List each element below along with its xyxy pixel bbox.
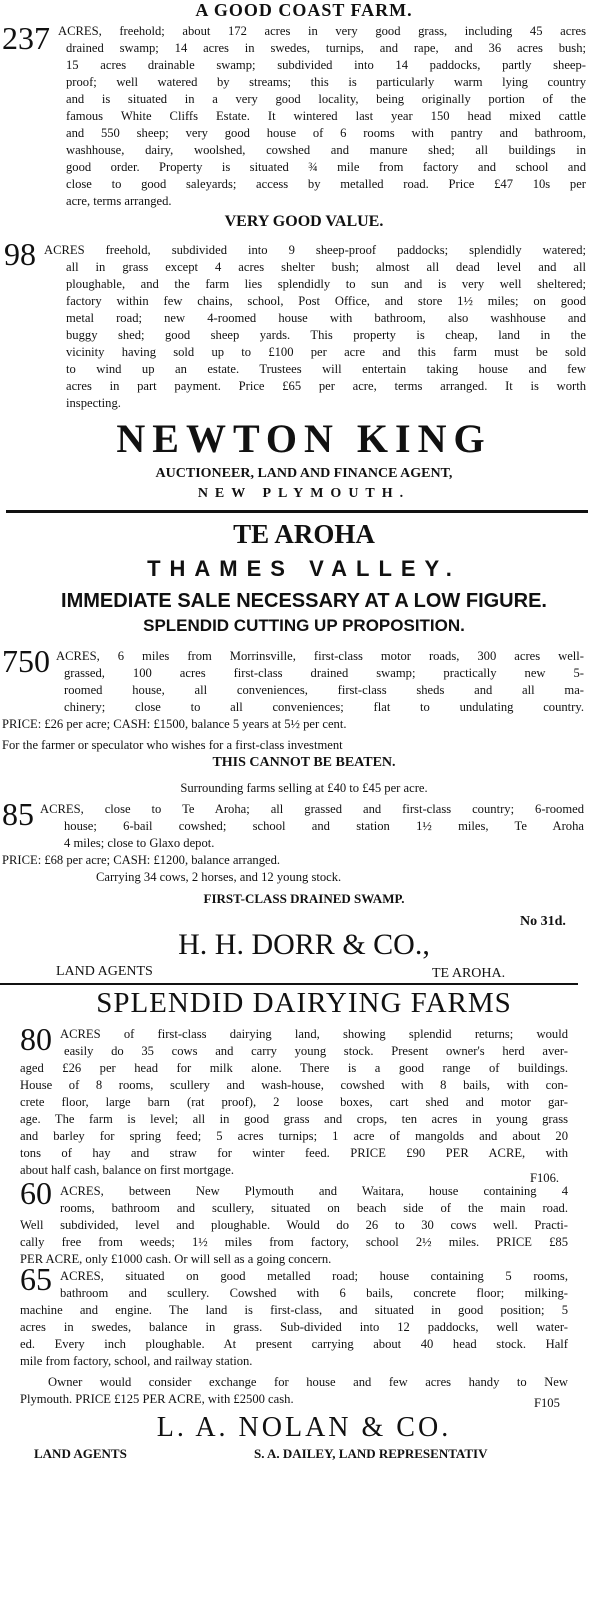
text-line: and 550 sheep; very good house of 6 rooms with pantry and bathroom, [66,126,586,140]
text-line: House of 8 rooms, scullery and wash-house, cowshed with 8 bails, with con- [20,1078,568,1092]
ad2-lot1-number: 750 [2,643,50,679]
ad2-surrounding: Surrounding farms selling at £40 to £45 per acre. [180,781,428,795]
ad2-agent-name: H. H. DORR & CO., [178,928,430,961]
text-line: ACRES, freehold; about 172 acres in very good grass, including 45 acres [58,24,586,38]
text-line: good order. Property is situated ¾ mile from factory and school and [66,160,586,174]
text-line: all in grass except 4 acres shelter bush; almost all dead level and all [66,260,586,274]
text-line: rooms, bathroom and scullery, situated on beach side of the main road. [60,1201,568,1215]
text-line: ed. Every inch ploughable. At present carrying about 40 head stock. Half [20,1337,568,1351]
text-line: and is situated in a very good locality, being originally portion of the [66,92,586,106]
ad3-owner-line-1: Owner would consider exchange for house and few acres handy to New [48,1375,568,1389]
ad3-lot1-number: 80 [20,1021,52,1057]
text-line: machine and engine. The land is first-class, and situated in good position; 5 [20,1303,568,1317]
ad1-title: A GOOD COAST FARM. [195,0,413,20]
ad1-agent-role: AUCTIONEER, LAND AND FINANCE AGENT, [155,466,453,481]
text-line: easily do 35 cows and carry young stock. Present owner's herd aver- [64,1044,568,1058]
text-line: 15 acres drainable swamp; subdivided into 14 paddocks, partly sheep- [66,58,586,72]
text-line: ACRES, situated on good metalled road; house containing 5 rooms, [60,1269,568,1283]
text-line: 4 miles; close to Glaxo depot. [64,836,215,850]
ad2-lot2-price: PRICE: £68 per acre; CASH: £1200, balance arranged. [2,853,281,867]
ad1-subtitle: VERY GOOD VALUE. [224,213,384,230]
text-line: vicinity having sold up to £100 per acre and this farm must be sold [66,345,586,359]
ad3-agent-right: S. A. DAILEY, LAND REPRESENTATIV [254,1446,488,1461]
text-line: drained swamp; 14 acres in swedes, turnips, and rape, and 36 acres bush; [66,41,586,55]
ad2-agent-right: TE AROHA. [432,966,506,981]
text-line: crete floor, large barn (rat proof), 2 loose boxes, cart shed and motor gar- [20,1095,568,1109]
text-line: ACRES, close to Te Aroha; all grassed and first-class country; 6-roomed [40,802,584,816]
ad1-lot2-number: 98 [4,236,36,272]
text-line: acre, terms arranged. [66,194,172,208]
ad2-district: THAMES VALLEY. [147,556,461,581]
text-line: bathroom and scullery. Cowshed with 6 bails, concrete floor; milking- [60,1286,568,1300]
ad2-lot2-number: 85 [2,796,34,832]
text-line: age. The farm is level; all in good grass and crops, ten acres in young grass [20,1112,568,1126]
ad2-reference: No 31d. [520,914,566,929]
section-divider [0,983,578,985]
ad2-agent-left: LAND AGENTS [56,964,153,979]
text-line: tons of hay and straw for winter feed. PRICE £90 PER ACRE, with [20,1146,568,1160]
text-line: to wind up an estate. Trustees will entertain taking house and few [66,362,586,376]
text-line: cally free from weeds; 1½ miles from factory, school 2½ miles. PRICE £85 [20,1235,568,1249]
text-line: mile from factory, school, and railway station. [20,1354,253,1368]
ad3-agent-left: LAND AGENTS [34,1446,127,1461]
ad3-agent-name: L. A. NOLAN & CO. [156,1412,452,1443]
text-line: ploughable, and the farm lies splendidly to sun and is very well sheltered; [66,277,586,291]
ad2-swamp: FIRST-CLASS DRAINED SWAMP. [203,891,405,906]
ad3-lot2-number: 60 [20,1175,52,1211]
text-line: ACRES, between New Plymouth and Waitara, house containing 4 [60,1184,568,1198]
ad1-agent-town: NEW PLYMOUTH. [197,486,411,501]
text-line: grassed, 100 acres first-class drained swamp; practically new 5- [64,666,584,680]
text-line: metal road; new 4-roomed house with bathroom, also washhouse and [66,311,586,325]
text-line: acres in swedes, balance in grass. Sub-divided into 12 paddocks, well water- [20,1320,568,1334]
text-line: aged £26 per head for milk alone. There is a good range of buildings. [20,1061,568,1075]
ad3-reference-1: F106. [530,1171,560,1185]
ad2-investor-line: For the farmer or speculator who wishes for a first-class investment [2,738,343,752]
ad2-title: TE AROHA [233,519,375,549]
ad2-carrying: Carrying 34 cows, 2 horses, and 12 young stock. [96,870,342,884]
text-line: inspecting. [66,396,121,410]
text-line: ACRES, 6 miles from Morrinsville, first-class motor roads, 300 acres well- [56,649,584,663]
text-line: washhouse, dairy, woolshed, cowshed and manure shed; all buildings in [66,143,586,157]
section-divider [6,510,588,513]
text-line: Well subdivided, level and ploughable. Would do 26 to 30 cows well. Practi- [20,1218,568,1232]
ad2-subhead: SPLENDID CUTTING UP PROPOSITION. [143,616,465,635]
ad3-lot3-number: 65 [20,1261,52,1297]
text-line: PER ACRE, only £1000 cash. Or will sell as a going concern. [20,1252,332,1266]
text-line: famous White Cliffs Estate. It wintered last year 150 head mixed cattle [66,109,586,123]
ad2-lot1-price: PRICE: £26 per acre; CASH: £1500, balance 5 years at 5½ per cent. [2,717,347,731]
ad3-title: SPLENDID DAIRYING FARMS [96,987,512,1019]
ad3-reference-2: F105 [534,1396,560,1410]
text-line: and barley for spring feed; 5 acres turnips; 1 acre of mangolds and about 20 [20,1129,568,1143]
text-line: house; 6-bail cowshed; school and station 1½ miles, Te Aroha [64,819,584,833]
ad2-cannot-beat: THIS CANNOT BE BEATEN. [212,755,396,770]
ad2-headline: IMMEDIATE SALE NECESSARY AT A LOW FIGURE. [61,590,547,612]
text-line: about half cash, balance on first mortgage. [20,1163,235,1177]
text-line: close to good saleyards; access by metalled road. Price £47 10s per [66,177,586,191]
text-line: ACRES of first-class dairying land, showing splendid returns; would [60,1027,568,1041]
text-line: roomed house, all conveniences, first-class sheds and all ma- [64,683,584,697]
text-line: factory within few chains, school, Post Office, and store 1½ miles; on good [66,294,586,308]
text-line: ACRES freehold, subdivided into 9 sheep-proof paddocks; splendidly watered; [44,243,586,257]
ad1-agent-name: NEWTON KING [116,416,492,461]
text-line: chinery; close to all conveniences; flat to undulating country. [64,700,584,714]
text-line: acres in part payment. Price £65 per acre, terms arranged. It is worth [66,379,586,393]
text-line: buggy shed; good sheep yards. This property is cheap, land in the [66,328,586,342]
ad1-lot1-number: 237 [2,20,50,56]
ad3-owner-line-2: Plymouth. PRICE £125 PER ACRE, with £2500 cash. [20,1392,294,1406]
text-line: proof; well watered by streams; this is particularly warm lying country [66,75,586,89]
